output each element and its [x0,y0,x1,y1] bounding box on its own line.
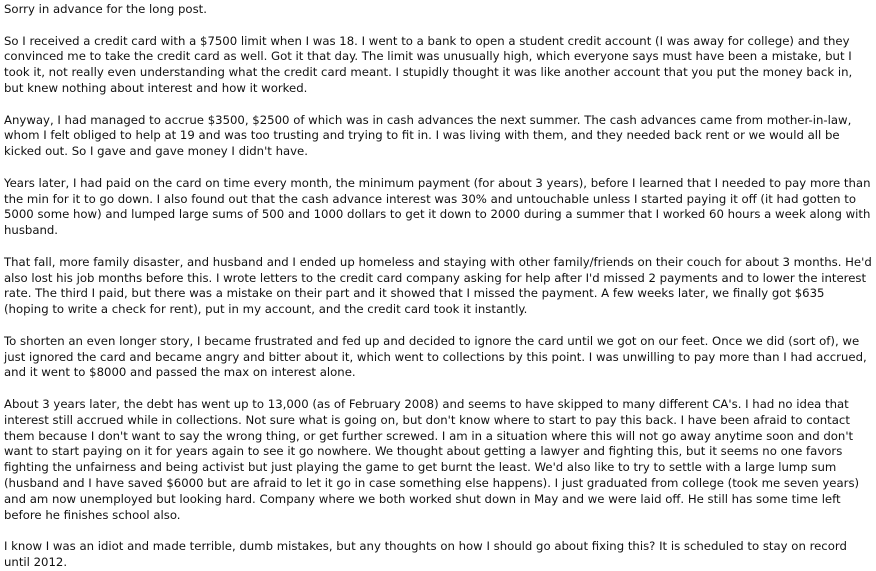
post-paragraph-payments: Years later, I had paid on the card on time every month, the minimum payment (for about 3 years), before I learned that I needed to pay more than the min for it to go down. I also found out that the cash advance interest was 30% and untouchable unless I started paying it off (it had gotten to 5000 some how) and lumped large sums of 500 and 1000 dollars to get it down to 2000 during a summer that I worked 60 hours a week along with husband. [4,175,871,238]
post-paragraph-cash-advances: Anyway, I had managed to accrue $3500, $2500 of which was in cash advances the next summer. The cash advances came from mother-in-law, whom I felt obliged to help at 19 and was too trusting and trying to fit in. I was living with them, and they needed back rent or we would all be kicked out. So I gave and gave money I didn't have. [4,112,852,159]
post-paragraph-collections: To shorten an even longer story, I became frustrated and fed up and decided to ignore the card until we got on our feet. Once we did (sort of), we just ignored the card and became angry and bitter about it, which went to collections by this point. I was unwilling to pay more than I had accrued, and it went to $8000 and passed the max on interest alone. [4,333,867,380]
post-paragraph-credit-card-origin: So I received a credit card with a $7500 limit when I was 18. I went to a bank to open a student credit account (I was away for college) and they convinced me to take the credit card as well. Got it that day. The limit was unusually high, which everyone says must have been a mistake, but I took it, not really even understanding what the credit card meant. I stupidly thought it was like another account that you put the money back in, but knew nothing about interest and how it worked. [4,33,853,95]
post-paragraph-question: I know I was an idiot and made terrible, dumb mistakes, but any thoughts on how I should go about fixing this? It is scheduled to stay on record until 2012. [4,539,847,569]
post-paragraph-current-debt: About 3 years later, the debt has went up to 13,000 (as of February 2008) and seems to have skipped to many different CA's. I had no idea that interest still accrued while in collections. Not sure what is going on, but don't know where to start to pay this back. I have been afraid to contact them because I don't want to say the wrong thing, or get further screwed. I am in a situation where this will not go away anytime soon and don't want to start paying on it for years again to see it go nowhere. We thought about getting a lawyer and fighting this, but it seems no one favors fighting the unfairness and being activist but just playing the game to get burnt the least. We'd also like to try to settle with a large lump sum (husband and I have saved $6000 but are afraid to let it go in case something else happens). I just graduated from college (took me seven years) and am now unemployed but looking hard. Company where we both worked shut down in May and we were laid off. He still has some time left before he finishes school also. [4,396,860,522]
post-paragraph-family-disaster: That fall, more family disaster, and husband and I ended up homeless and staying with other family/friends on their couch for about 3 months. He'd also lost his job months before this. I wrote letters to the credit card company asking for help after I'd missed 2 payments and to lower the interest rate. The third I paid, but there was a mistake on their part and it showed that I missed the payment. A few weeks later, we finally got $635 (hoping to write a check for rent), put in my account, and the credit card took it instantly. [4,254,872,317]
post-paragraph-apology: Sorry in advance for the long post. [4,2,207,16]
